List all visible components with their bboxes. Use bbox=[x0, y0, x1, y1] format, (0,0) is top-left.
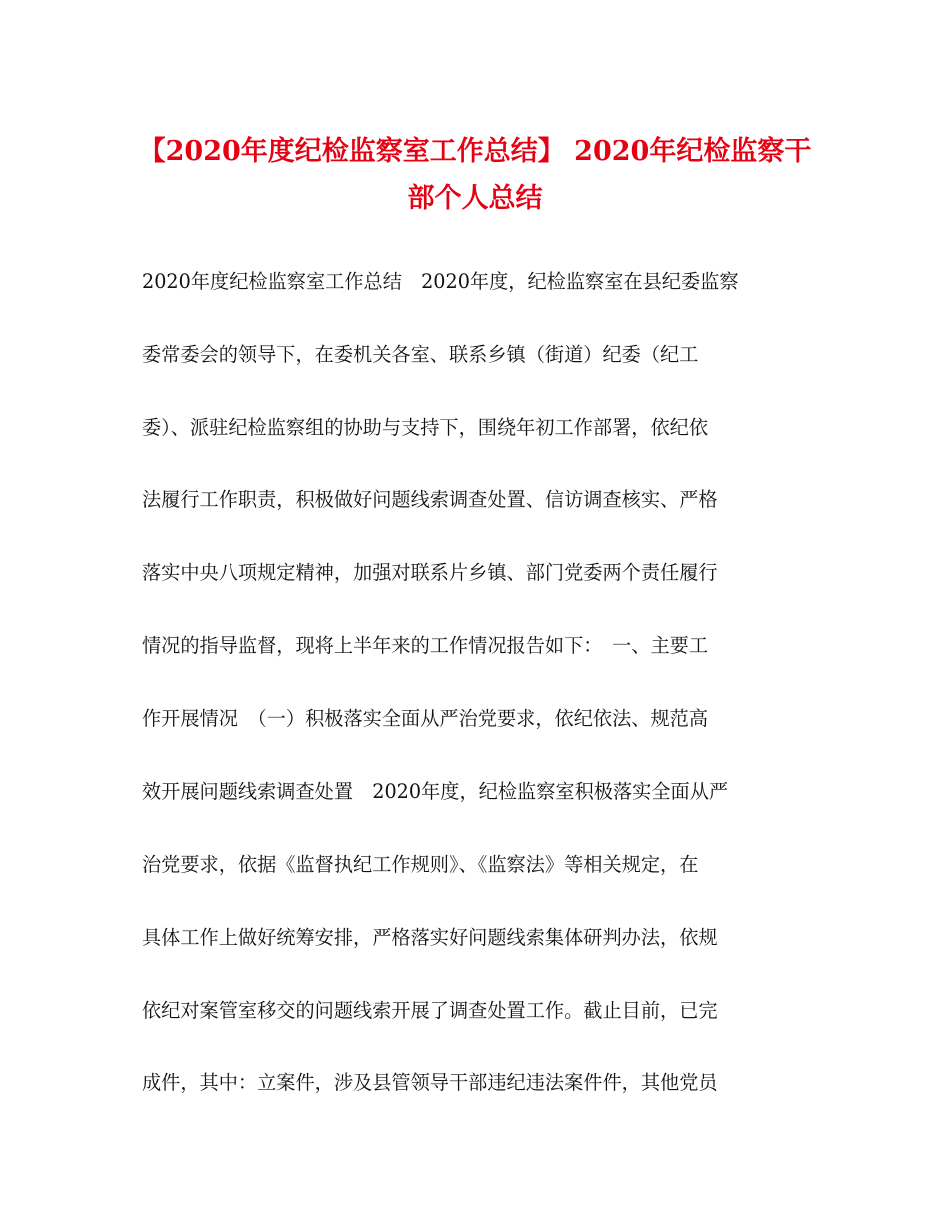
body-line: 落实中央八项规定精神，加强对联系片乡镇、部门党委两个责任履行 bbox=[142, 561, 718, 584]
body-line: 作开展情况 （一）积极落实全面从严治党要求，依纪依法、规范高 bbox=[142, 707, 709, 730]
body-line: 治党要求，依据《监督执纪工作规则》、《监察法》等相关规定，在 bbox=[142, 853, 699, 876]
body-line: 2020年度纪检监察室工作总结 2020年度，纪检监察室在县纪委监察 bbox=[142, 270, 739, 293]
body-line: 法履行工作职责，积极做好问题线索调查处置、信访调查核实、严格 bbox=[142, 488, 718, 511]
body-line: 成件，其中：立案件，涉及县管领导干部违纪违法案件件，其他党员 bbox=[142, 1071, 718, 1094]
body-line: 具体工作上做好统筹安排，严格落实好问题线索集体研判办法，依规 bbox=[142, 926, 718, 949]
body-line: 委）、派驻纪检监察组的协助与支持下，围绕年初工作部署，依纪依 bbox=[142, 416, 709, 439]
body-line: 效开展问题线索调查处置 2020年度，纪检监察室积极落实全面从严 bbox=[142, 780, 729, 803]
body-line: 委常委会的领导下，在委机关各室、联系乡镇（街道）纪委（纪工 bbox=[142, 343, 699, 366]
body-line: 情况的指导监督，现将上半年来的工作情况报告如下： 一、主要工 bbox=[142, 634, 709, 657]
document-title-line-1: 【2020年度纪检监察室工作总结】 2020年纪检监察干 bbox=[138, 136, 812, 167]
document-title-line-2: 部个人总结 bbox=[407, 183, 543, 214]
body-line: 依纪对案管室移交的问题线索开展了调查处置工作。截止目前，已完 bbox=[142, 999, 718, 1022]
